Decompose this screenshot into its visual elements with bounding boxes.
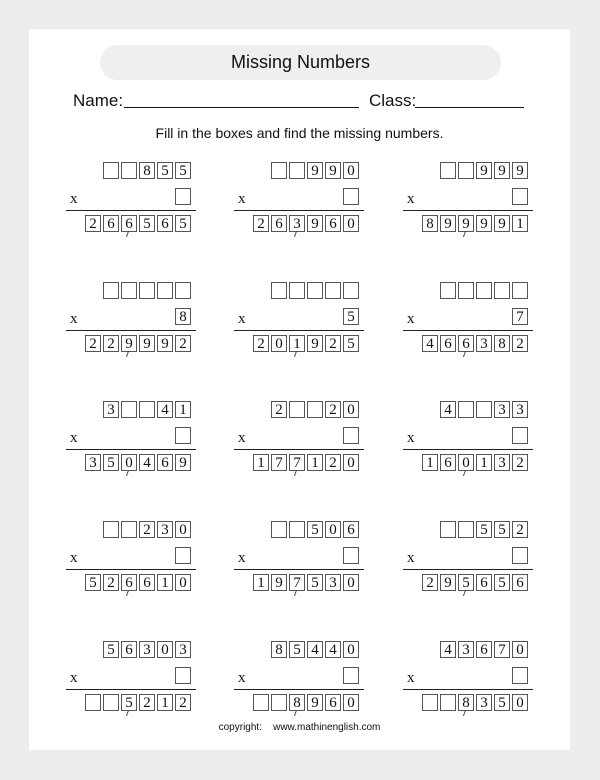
digit-box: 0: [512, 641, 528, 658]
digit-box: 5: [121, 694, 137, 711]
multiply-symbol: x: [407, 550, 415, 566]
product-row: [422, 335, 528, 352]
multiplicand-row: [271, 282, 359, 299]
thousands-separator: [463, 470, 470, 476]
digit-box: 2: [103, 574, 119, 591]
digit-box: 3: [157, 521, 173, 538]
multiplication-problem: [403, 641, 533, 721]
digit-box: 9: [325, 162, 341, 179]
class-label: Class:: [369, 91, 417, 110]
digit-box: 1: [253, 574, 269, 591]
digit-box: 3: [103, 401, 119, 418]
digit-box: 0: [157, 641, 173, 658]
digit-box: 6: [476, 641, 492, 658]
answer-rule: [403, 210, 533, 211]
multiply-symbol: x: [238, 550, 246, 566]
digit-box[interactable]: [139, 401, 155, 418]
digit-box[interactable]: [440, 694, 456, 711]
answer-rule: [66, 689, 196, 690]
digit-box: 4: [307, 641, 323, 658]
digit-box: 5: [307, 574, 323, 591]
multiplier-box[interactable]: [512, 188, 528, 205]
digit-box: 2: [85, 215, 101, 232]
multiplier-row: [175, 188, 191, 205]
digit-box: 2: [325, 335, 341, 352]
answer-rule: [234, 689, 364, 690]
digit-box: 9: [307, 335, 323, 352]
digit-box[interactable]: [103, 162, 119, 179]
instructions: Fill in the boxes and find the missing numbers.: [155, 125, 444, 141]
digit-box: 5: [458, 574, 474, 591]
digit-box: 6: [103, 215, 119, 232]
digit-box[interactable]: [85, 694, 101, 711]
product-row: [253, 694, 359, 711]
digit-box: 2: [103, 335, 119, 352]
digit-box: 6: [458, 335, 474, 352]
multiplier-box[interactable]: [512, 667, 528, 684]
worksheet: [29, 29, 570, 750]
digit-box: 3: [85, 454, 101, 471]
digit-box[interactable]: [307, 401, 323, 418]
copyright-site: www.mathinenglish.com: [273, 722, 381, 733]
multiplier-row: [175, 308, 191, 325]
multiplier-row: [343, 427, 359, 444]
multiplier-box: 5: [343, 308, 359, 325]
digit-box: 6: [157, 215, 173, 232]
multiply-symbol: x: [238, 311, 246, 327]
digit-box: 3: [289, 215, 305, 232]
digit-box: 5: [175, 215, 191, 232]
answer-rule: [234, 569, 364, 570]
multiplication-problem: [234, 401, 364, 481]
digit-box: 1: [157, 694, 173, 711]
digit-box[interactable]: [103, 521, 119, 538]
digit-box: 5: [476, 521, 492, 538]
digit-box: 8: [422, 215, 438, 232]
digit-box: 0: [343, 574, 359, 591]
digit-box: 2: [253, 215, 269, 232]
multiplier-box[interactable]: [343, 667, 359, 684]
digit-box: 0: [175, 574, 191, 591]
digit-box: 0: [343, 641, 359, 658]
digit-box: 5: [85, 574, 101, 591]
digit-box[interactable]: [121, 282, 137, 299]
multiplication-problem: [403, 162, 533, 242]
digit-box: 3: [458, 641, 474, 658]
digit-box: 0: [175, 521, 191, 538]
multiply-symbol: x: [70, 430, 78, 446]
thousands-separator: [126, 470, 133, 476]
answer-rule: [66, 449, 196, 450]
digit-box: 2: [422, 574, 438, 591]
multiplicand-row: [271, 641, 359, 658]
digit-box[interactable]: [289, 521, 305, 538]
multiplication-problem: [66, 282, 196, 362]
digit-box[interactable]: [289, 401, 305, 418]
thousands-separator: [463, 351, 470, 357]
multiplicand-row: [440, 521, 528, 538]
digit-box[interactable]: [271, 521, 287, 538]
multiplier-box[interactable]: [343, 547, 359, 564]
multiplicand-row: [271, 521, 359, 538]
multiply-symbol: x: [238, 430, 246, 446]
digit-box: 5: [139, 215, 155, 232]
digit-box: 9: [476, 162, 492, 179]
digit-box: 3: [476, 335, 492, 352]
multiplication-problem: [66, 641, 196, 721]
digit-box: 2: [512, 454, 528, 471]
digit-box[interactable]: [289, 282, 305, 299]
multiplier-box[interactable]: [175, 547, 191, 564]
digit-box: 1: [289, 335, 305, 352]
multiplicand-row: [271, 401, 359, 418]
digit-box: 8: [458, 694, 474, 711]
multiplicand-row: [440, 282, 528, 299]
thousands-separator: [463, 590, 470, 596]
multiplier-box[interactable]: [343, 188, 359, 205]
multiplier-row: [512, 667, 528, 684]
digit-box: 3: [139, 641, 155, 658]
digit-box[interactable]: [343, 282, 359, 299]
digit-box: 3: [476, 694, 492, 711]
answer-rule: [403, 330, 533, 331]
answer-rule: [403, 689, 533, 690]
multiply-symbol: x: [407, 670, 415, 686]
multiplier-row: [343, 308, 359, 325]
digit-box: 1: [175, 401, 191, 418]
digit-box: 7: [289, 574, 305, 591]
multiplication-problem: [234, 282, 364, 362]
digit-box: 6: [121, 641, 137, 658]
digit-box: 0: [343, 215, 359, 232]
thousands-separator: [294, 710, 301, 716]
multiply-symbol: x: [238, 191, 246, 207]
thousands-separator: [126, 351, 133, 357]
digit-box: 9: [494, 162, 510, 179]
multiplier-box: 7: [512, 308, 528, 325]
digit-box: 5: [343, 335, 359, 352]
digit-box: 6: [325, 215, 341, 232]
digit-box: 9: [440, 215, 456, 232]
product-row: [422, 574, 528, 591]
digit-box: 6: [325, 694, 341, 711]
product-row: [85, 574, 191, 591]
thousands-separator: [126, 231, 133, 237]
multiplier-row: [512, 308, 528, 325]
multiplicand-row: [440, 162, 528, 179]
multiplier-row: [175, 547, 191, 564]
digit-box: 9: [175, 454, 191, 471]
digit-box: 1: [476, 454, 492, 471]
digit-box: 5: [175, 162, 191, 179]
digit-box: 0: [343, 454, 359, 471]
digit-box: 6: [121, 574, 137, 591]
multiplicand-row: [103, 641, 191, 658]
answer-rule: [234, 210, 364, 211]
multiplier-box: 8: [175, 308, 191, 325]
class-field[interactable]: [415, 107, 524, 108]
digit-box: 4: [325, 641, 341, 658]
digit-box[interactable]: [494, 282, 510, 299]
digit-box[interactable]: [121, 521, 137, 538]
digit-box: 7: [289, 454, 305, 471]
digit-box: 9: [494, 215, 510, 232]
digit-box[interactable]: [271, 694, 287, 711]
digit-box: 6: [440, 335, 456, 352]
digit-box: 4: [157, 401, 173, 418]
digit-box: 9: [157, 335, 173, 352]
multiplier-row: [343, 547, 359, 564]
thousands-separator: [126, 710, 133, 716]
product-row: [253, 454, 359, 471]
digit-box[interactable]: [476, 282, 492, 299]
name-label: Name:: [73, 91, 124, 110]
product-row: [422, 694, 528, 711]
multiplier-row: [343, 667, 359, 684]
name-field[interactable]: [124, 107, 359, 108]
multiply-symbol: x: [70, 311, 78, 327]
thousands-separator: [463, 231, 470, 237]
multiply-symbol: x: [407, 191, 415, 207]
digit-box[interactable]: [325, 282, 341, 299]
worksheet-title: Missing Numbers: [100, 45, 501, 80]
multiplier-row: [512, 188, 528, 205]
digit-box: 5: [307, 521, 323, 538]
digit-box: 4: [440, 401, 456, 418]
digit-box[interactable]: [139, 282, 155, 299]
digit-box: 9: [458, 215, 474, 232]
answer-rule: [403, 569, 533, 570]
answer-rule: [234, 330, 364, 331]
digit-box[interactable]: [476, 401, 492, 418]
digit-box: 3: [494, 454, 510, 471]
multiplier-box[interactable]: [512, 427, 528, 444]
multiplier-row: [175, 667, 191, 684]
digit-box[interactable]: [289, 162, 305, 179]
digit-box: 5: [289, 641, 305, 658]
multiply-symbol: x: [70, 550, 78, 566]
digit-box[interactable]: [440, 521, 456, 538]
answer-rule: [403, 449, 533, 450]
multiplicand-row: [440, 641, 528, 658]
digit-box: 9: [271, 574, 287, 591]
digit-box: 7: [494, 641, 510, 658]
multiplier-box[interactable]: [175, 427, 191, 444]
product-row: [85, 215, 191, 232]
copyright-label: copyright:: [218, 722, 262, 733]
digit-box: 2: [175, 694, 191, 711]
digit-box: 9: [476, 215, 492, 232]
digit-box: 5: [494, 694, 510, 711]
digit-box: 7: [271, 454, 287, 471]
digit-box: 6: [343, 521, 359, 538]
multiplier-row: [512, 427, 528, 444]
digit-box: 3: [494, 401, 510, 418]
multiplication-problem: [66, 401, 196, 481]
product-row: [422, 215, 528, 232]
digit-box[interactable]: [121, 162, 137, 179]
product-row: [253, 335, 359, 352]
multiply-symbol: x: [407, 311, 415, 327]
copyright-notice: [29, 722, 570, 733]
digit-box: 9: [512, 162, 528, 179]
multiplication-problem: [403, 521, 533, 601]
multiplier-row: [175, 427, 191, 444]
answer-rule: [66, 330, 196, 331]
answer-rule: [234, 449, 364, 450]
digit-box: 5: [103, 454, 119, 471]
digit-box: 1: [157, 574, 173, 591]
digit-box: 0: [325, 521, 341, 538]
multiply-symbol: x: [70, 670, 78, 686]
digit-box: 8: [139, 162, 155, 179]
digit-box: 9: [139, 335, 155, 352]
digit-box[interactable]: [440, 162, 456, 179]
multiply-symbol: x: [407, 430, 415, 446]
thousands-separator: [126, 590, 133, 596]
product-row: [85, 694, 191, 711]
digit-box: 2: [512, 335, 528, 352]
digit-box: 0: [343, 694, 359, 711]
digit-box: 6: [121, 215, 137, 232]
digit-box: 2: [85, 335, 101, 352]
digit-box: 5: [157, 162, 173, 179]
digit-box[interactable]: [271, 282, 287, 299]
digit-box: 2: [325, 454, 341, 471]
digit-box: 3: [325, 574, 341, 591]
multiplication-problem: [66, 162, 196, 242]
digit-box[interactable]: [121, 401, 137, 418]
digit-box: 0: [121, 454, 137, 471]
digit-box: 2: [271, 401, 287, 418]
digit-box[interactable]: [422, 694, 438, 711]
digit-box: 4: [422, 335, 438, 352]
multiplicand-row: [271, 162, 359, 179]
digit-box: 5: [494, 521, 510, 538]
multiplication-problem: [403, 401, 533, 481]
thousands-separator: [463, 710, 470, 716]
multiplication-problem: [234, 162, 364, 242]
digit-box: 0: [271, 335, 287, 352]
multiply-symbol: x: [238, 670, 246, 686]
multiplicand-row: [103, 401, 191, 418]
thousands-separator: [294, 470, 301, 476]
digit-box: 9: [121, 335, 137, 352]
digit-box[interactable]: [271, 162, 287, 179]
digit-box: 0: [343, 162, 359, 179]
thousands-separator: [294, 351, 301, 357]
answer-rule: [66, 210, 196, 211]
digit-box[interactable]: [458, 162, 474, 179]
product-row: [85, 454, 191, 471]
multiplication-problem: [234, 641, 364, 721]
multiplication-problem: [403, 282, 533, 362]
multiplication-problem: [66, 521, 196, 601]
multiplicand-row: [103, 521, 191, 538]
multiplicand-row: [440, 401, 528, 418]
product-row: [253, 215, 359, 232]
digit-box[interactable]: [458, 282, 474, 299]
digit-box: 1: [512, 215, 528, 232]
digit-box[interactable]: [157, 282, 173, 299]
multiplier-box[interactable]: [512, 547, 528, 564]
digit-box: 0: [512, 694, 528, 711]
digit-box: 6: [157, 454, 173, 471]
digit-box: 2: [325, 401, 341, 418]
multiplier-row: [343, 188, 359, 205]
digit-box: 9: [440, 574, 456, 591]
digit-box[interactable]: [512, 282, 528, 299]
digit-box: 6: [440, 454, 456, 471]
digit-box: 6: [139, 574, 155, 591]
multiplication-problem: [234, 521, 364, 601]
digit-box: 8: [271, 641, 287, 658]
digit-box[interactable]: [103, 694, 119, 711]
thousands-separator: [294, 590, 301, 596]
digit-box[interactable]: [458, 401, 474, 418]
digit-box: 5: [103, 641, 119, 658]
multiplier-box[interactable]: [343, 427, 359, 444]
digit-box[interactable]: [440, 282, 456, 299]
digit-box: 2: [139, 694, 155, 711]
digit-box: 3: [512, 401, 528, 418]
digit-box: 0: [458, 454, 474, 471]
digit-box: 6: [512, 574, 528, 591]
digit-box: 2: [175, 335, 191, 352]
product-row: [253, 574, 359, 591]
digit-box[interactable]: [307, 282, 323, 299]
digit-box: 1: [422, 454, 438, 471]
multiplier-box[interactable]: [175, 188, 191, 205]
digit-box: 4: [139, 454, 155, 471]
multiply-symbol: x: [70, 191, 78, 207]
thousands-separator: [294, 231, 301, 237]
digit-box: 6: [476, 574, 492, 591]
product-row: [422, 454, 528, 471]
multiplier-box[interactable]: [175, 667, 191, 684]
digit-box: 0: [343, 401, 359, 418]
digit-box: 5: [494, 574, 510, 591]
digit-box: 1: [307, 454, 323, 471]
digit-box: 2: [253, 335, 269, 352]
product-row: [85, 335, 191, 352]
digit-box: 9: [307, 694, 323, 711]
answer-rule: [66, 569, 196, 570]
multiplicand-row: [103, 282, 191, 299]
multiplicand-row: [103, 162, 191, 179]
digit-box: 4: [440, 641, 456, 658]
digit-box: 8: [289, 694, 305, 711]
digit-box: 9: [307, 162, 323, 179]
digit-box: 3: [175, 641, 191, 658]
digit-box[interactable]: [458, 521, 474, 538]
digit-box[interactable]: [103, 282, 119, 299]
digit-box: 6: [271, 215, 287, 232]
digit-box: 9: [307, 215, 323, 232]
multiplier-row: [512, 547, 528, 564]
digit-box: 2: [512, 521, 528, 538]
digit-box: 2: [139, 521, 155, 538]
digit-box[interactable]: [253, 694, 269, 711]
digit-box: 8: [494, 335, 510, 352]
digit-box[interactable]: [175, 282, 191, 299]
digit-box: 1: [253, 454, 269, 471]
